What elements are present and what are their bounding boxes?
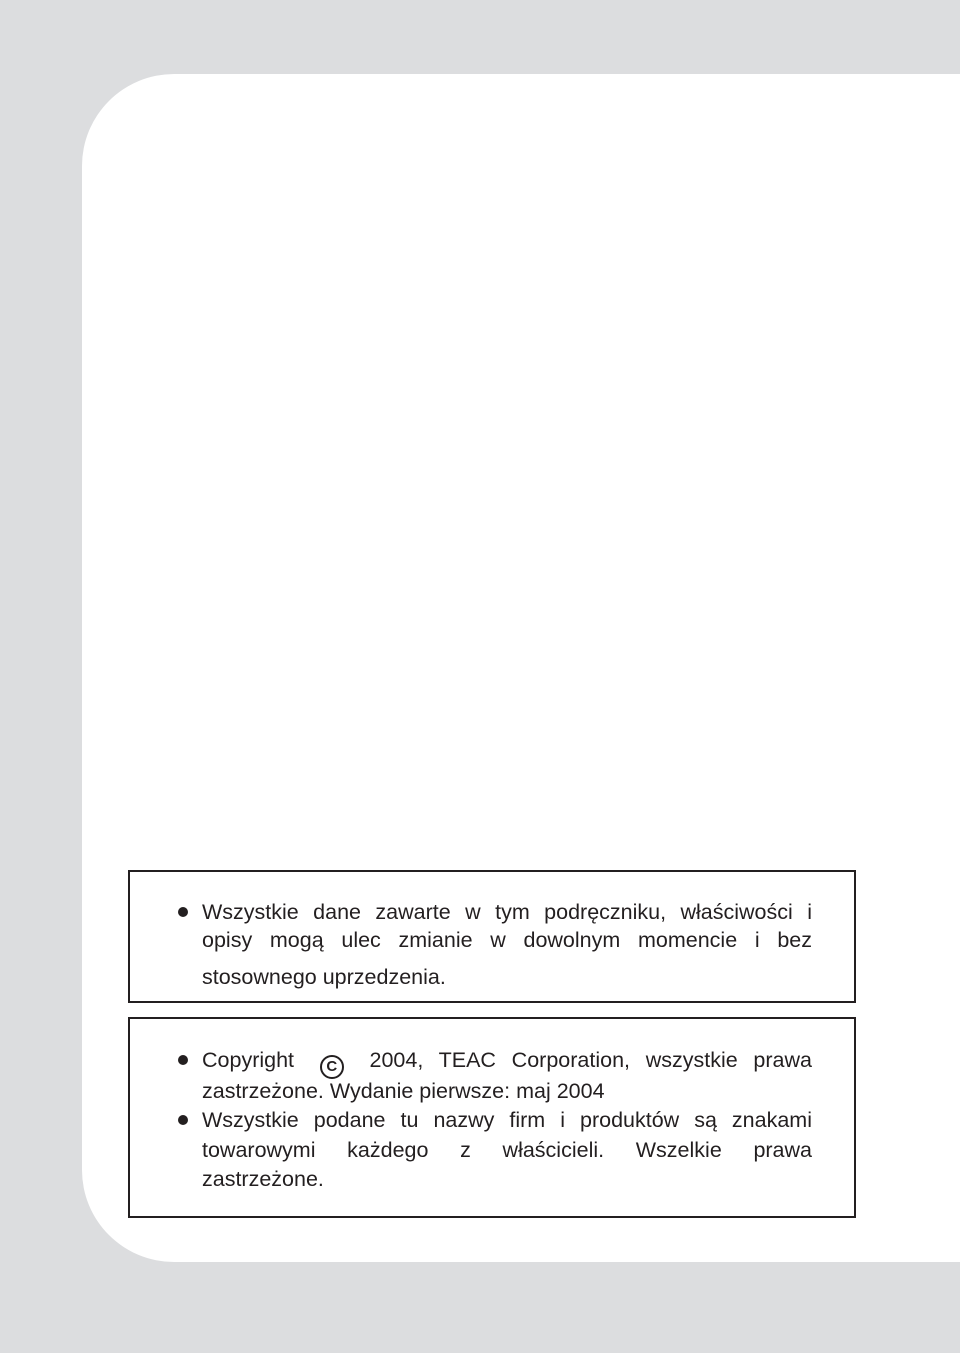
disclaimer-line-2: opisy mogą ulec zmianie w dowolnym momencie i bez (202, 928, 812, 952)
disclaimer-box (128, 870, 856, 1003)
bullet-icon (178, 1055, 188, 1065)
copyright-box (128, 1017, 856, 1218)
copyright-line-1 (202, 1050, 812, 1079)
disclaimer-line-3: stosownego uprzedzenia. (202, 965, 446, 989)
disclaimer-line-1: Wszystkie dane zawarte w tym podręczniku, właściwości i (202, 900, 812, 924)
copyright-icon: C (320, 1055, 344, 1079)
bullet-icon (178, 907, 188, 917)
trademark-line-2: towarowymi każdego z właścicieli. Wszelkie prawa (202, 1138, 812, 1162)
trademark-line-1: Wszystkie podane tu nazwy firm i produktów są znakami (202, 1108, 812, 1132)
bullet-icon (178, 1115, 188, 1125)
copyright-prefix: Copyright (202, 1048, 295, 1072)
trademark-line-3: zastrzeżone. (202, 1167, 324, 1191)
copyright-line-2: zastrzeżone. Wydanie pierwsze: maj 2004 (202, 1079, 605, 1103)
copyright-suffix: 2004, TEAC Corporation, wszystkie prawa (369, 1048, 812, 1072)
